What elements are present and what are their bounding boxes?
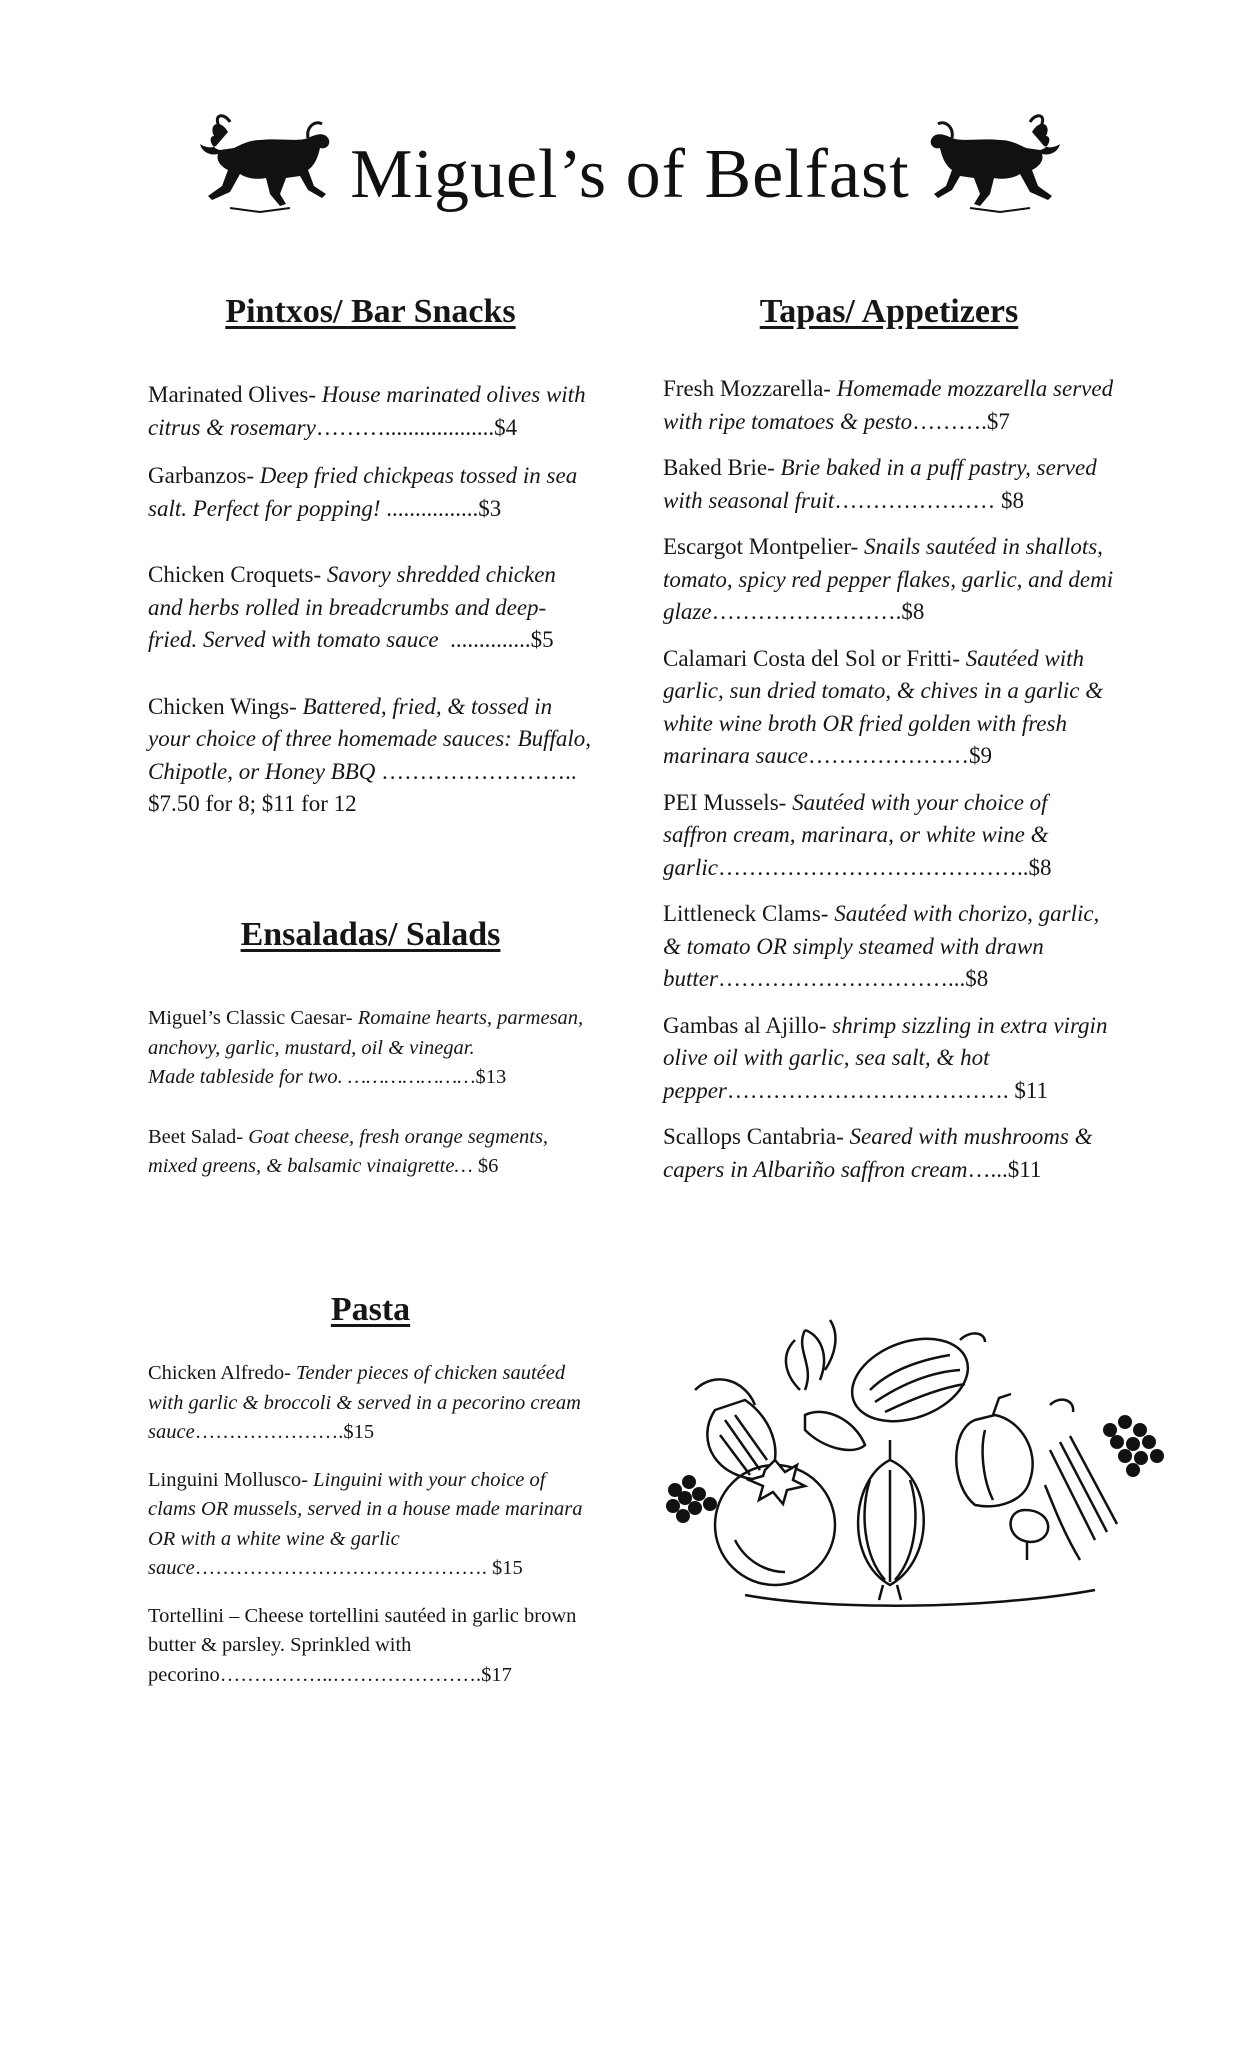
item-leader: ………………………………….. bbox=[717, 854, 1029, 880]
item-price: $7 bbox=[986, 408, 1010, 434]
item-name: Scallops Cantabria- bbox=[663, 1124, 850, 1149]
item-price: $8 bbox=[965, 966, 989, 991]
menu-item bbox=[148, 1466, 593, 1584]
item-price: $11 bbox=[1007, 1156, 1042, 1182]
vegetables-illustration bbox=[655, 1310, 1180, 1610]
item-description: Linguini with your choice of clams OR mussels, served in a house made marinara OR with a white wine & garlic sauce bbox=[148, 1468, 583, 1579]
item-note-text: Made tableside for two. bbox=[148, 1066, 348, 1088]
item-leader: … bbox=[454, 1155, 478, 1177]
item-price: $7.50 for 8; $11 for 12 bbox=[148, 791, 357, 816]
section-tapas bbox=[663, 295, 1115, 1186]
item-name: Beet Salad- bbox=[148, 1125, 249, 1148]
item-name: PEI Mussels- bbox=[663, 789, 793, 815]
restaurant-title: Miguel’s of Belfast bbox=[350, 136, 910, 213]
menu-item bbox=[663, 787, 1115, 885]
menu-item bbox=[663, 1010, 1115, 1108]
item-leader: ………. bbox=[912, 408, 987, 434]
item-price: $5 bbox=[530, 627, 554, 652]
menu-item bbox=[148, 691, 593, 821]
item-price: $4 bbox=[494, 414, 518, 440]
item-description: Romaine hearts, parmesan, anchovy, garlic, mustard, oil & vinegar. bbox=[148, 1007, 584, 1059]
menu-item bbox=[148, 1359, 593, 1448]
item-name: Linguini Mollusco- bbox=[148, 1468, 314, 1491]
item-price: $11 bbox=[1014, 1077, 1049, 1103]
section-heading: Ensaladas/ Salads bbox=[240, 916, 501, 953]
item-description: Brie baked in a puff pastry, served with seasonal fruit bbox=[663, 455, 1097, 513]
section-heading: Tapas/ Appetizers bbox=[759, 293, 1019, 330]
item-name: Chicken Alfredo- bbox=[148, 1362, 297, 1384]
menu-item bbox=[663, 452, 1115, 517]
menu-item bbox=[663, 373, 1115, 438]
item-description: Tender pieces of chicken sautéed with garlic & broccoli & served in a pecorino cream sauce bbox=[148, 1362, 581, 1443]
menu-item bbox=[148, 1004, 593, 1093]
item-name: Littleneck Clams- bbox=[663, 901, 835, 926]
item-leader: ………………… bbox=[808, 743, 970, 768]
section-pintxos bbox=[148, 295, 593, 821]
item-description: Sautéed with garlic, sun dried tomato, & chives in a garlic & white wine broth OR fried golden with fresh marinara sauce bbox=[663, 645, 1104, 768]
item-leader: ................ bbox=[380, 495, 479, 521]
item-description: shrimp sizzling in extra virgin olive oil with garlic, sea salt, & hot pepper bbox=[663, 1012, 1108, 1103]
bull-icon bbox=[920, 108, 1070, 220]
item-price: $13 bbox=[475, 1066, 507, 1088]
menu-item bbox=[148, 1602, 593, 1691]
item-description: Sautéed with chorizo, garlic, & tomato OR simply steamed with drawn butter bbox=[663, 901, 1100, 991]
item-leader: .............. bbox=[438, 627, 531, 652]
menu-item bbox=[663, 531, 1115, 629]
item-description: Savory shredded chicken and herbs rolled in breadcrumbs and deep-fried. Served with tomato sauce bbox=[148, 562, 556, 652]
item-name: Chicken Croquets- bbox=[148, 562, 327, 587]
item-description: House marinated olives with citrus & rosemary bbox=[148, 382, 586, 440]
item-price: $9 bbox=[969, 743, 993, 768]
item-price: $15 bbox=[491, 1557, 523, 1579]
item-leader: …………………….. bbox=[375, 758, 577, 784]
item-price: $6 bbox=[477, 1155, 499, 1177]
item-leader: ………………… bbox=[834, 487, 996, 513]
menu-item bbox=[663, 643, 1115, 773]
item-name: Calamari Costa del Sol or Fritti- bbox=[663, 645, 966, 671]
item-price: $15 bbox=[343, 1421, 375, 1443]
item-leader: …………………………... bbox=[717, 966, 966, 991]
menu-item bbox=[148, 379, 593, 444]
item-description: Sautéed with your choice of saffron cream, marinara, or white wine & garlic bbox=[663, 789, 1049, 880]
menu-item bbox=[148, 460, 593, 525]
item-description: Seared with mushrooms & capers in Albariño saffron cream bbox=[663, 1124, 1093, 1182]
item-name: Gambas al Ajillo- bbox=[663, 1012, 833, 1038]
item-leader: ………................... bbox=[315, 414, 495, 440]
section-salads bbox=[148, 918, 593, 1182]
section-heading: Pasta bbox=[330, 1291, 411, 1328]
item-name: Garbanzos- bbox=[148, 463, 260, 488]
item-leader: …... bbox=[967, 1156, 1008, 1182]
item-price: $8 bbox=[1028, 854, 1052, 880]
item-name: Fresh Mozzarella- bbox=[663, 376, 837, 401]
item-name: Miguel’s Classic Caesar- bbox=[148, 1007, 358, 1029]
menu-item bbox=[148, 1123, 593, 1182]
item-description: Battered, fried, & tossed in your choice of three homemade sauces: Buffalo, Chipotle, or Honey BBQ bbox=[148, 693, 592, 784]
item-note bbox=[148, 1063, 593, 1093]
section-pasta bbox=[148, 1293, 593, 1690]
item-leader: ………………… bbox=[347, 1066, 476, 1088]
menu-item bbox=[663, 898, 1115, 996]
item-name: Tortellini – Cheese tortellini sautéed in garlic brown butter & parsley. Sprinkled with pecorino bbox=[148, 1604, 577, 1686]
item-leader: ……………………. bbox=[711, 599, 902, 624]
item-price: $8 bbox=[901, 599, 925, 624]
item-name: Baked Brie- bbox=[663, 455, 781, 480]
item-description: Homemade mozzarella served with ripe tomatoes & pesto bbox=[663, 376, 1114, 434]
item-leader: ………………………………. bbox=[726, 1077, 1015, 1103]
item-price: $17 bbox=[481, 1663, 512, 1686]
item-leader: ……………………………………. bbox=[194, 1557, 492, 1579]
item-price: $8 bbox=[995, 487, 1024, 513]
item-leader: …………………. bbox=[194, 1421, 344, 1443]
item-description: Snails sautéed in shallots, tomato, spicy red pepper flakes, garlic, and demi glaze bbox=[663, 534, 1114, 624]
item-description: Goat cheese, fresh orange segments, mixed greens, & balsamic vinaigrette bbox=[148, 1125, 549, 1177]
item-name: Marinated Olives- bbox=[148, 382, 322, 407]
item-name: Chicken Wings- bbox=[148, 693, 303, 719]
section-heading: Pintxos/ Bar Snacks bbox=[225, 293, 516, 330]
item-name: Escargot Montpelier- bbox=[663, 534, 864, 559]
menu-item bbox=[663, 1121, 1115, 1186]
menu-header bbox=[190, 108, 1070, 238]
menu-item bbox=[148, 559, 593, 657]
item-leader: ……………..…………………. bbox=[219, 1663, 482, 1686]
item-price: $3 bbox=[478, 495, 502, 521]
item-description: Deep fried chickpeas tossed in sea salt. Perfect for popping! bbox=[148, 463, 578, 521]
